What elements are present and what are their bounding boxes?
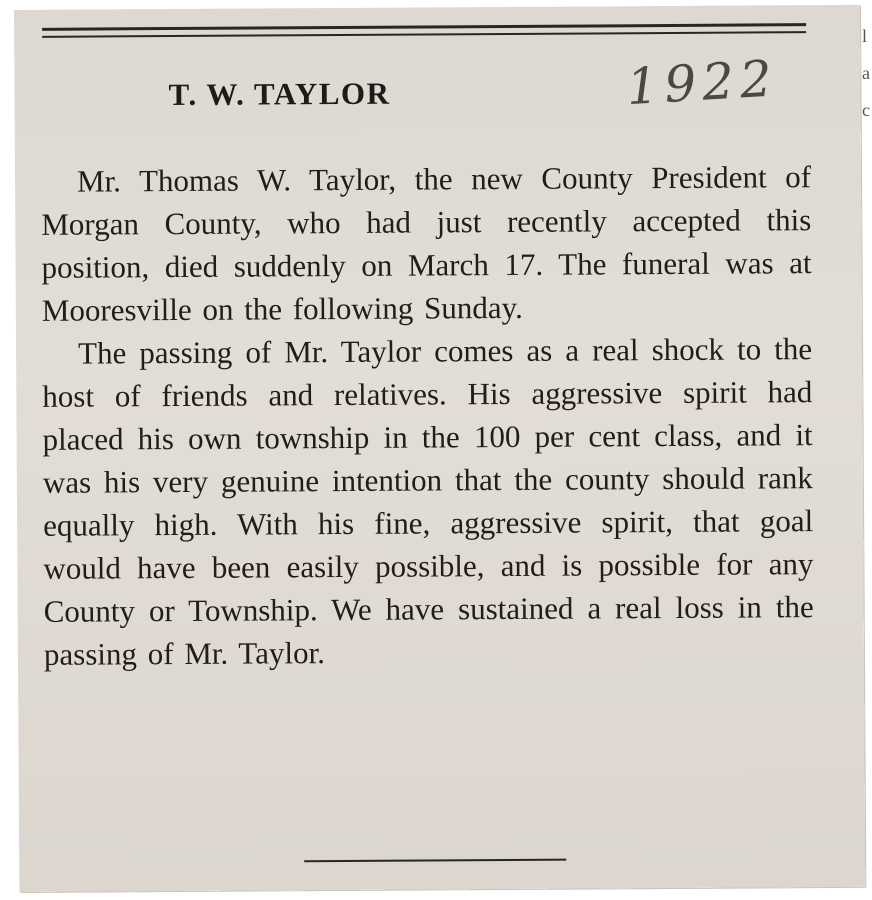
handwritten-year-annotation: 1922 — [624, 49, 780, 117]
top-rule-thick — [42, 23, 806, 31]
article-headline: T. W. TAYLOR — [168, 75, 391, 113]
article-paragraph-2: The passing of Mr. Taylor comes as a real shock to the host of friends and relatives. His aggressive spirit had placed his own township in the 100 per cent class, and it was his very genuine intention that the county should rank equally high. With his fine, aggressive spirit, that goal would have been easily possible, and is possible for any County or Township. We have sustained a real loss in the passing of Mr. Taylor. — [42, 331, 814, 672]
newspaper-clipping — [14, 5, 865, 892]
article-body — [41, 155, 814, 676]
article-paragraph-1: Mr. Thomas W. Taylor, the new County President of Morgan County, who had just recently accepted this position, died suddenly on March 17. The funeral was at Mooresville on the following Sunday. — [41, 159, 812, 328]
top-rule-thin — [42, 31, 806, 38]
adjacent-fragment-2: a — [862, 63, 870, 83]
bottom-rule — [304, 859, 566, 863]
adjacent-fragment-3: c — [862, 100, 870, 120]
adjacent-column-fragment — [862, 18, 872, 129]
adjacent-fragment-1: l — [862, 26, 868, 46]
